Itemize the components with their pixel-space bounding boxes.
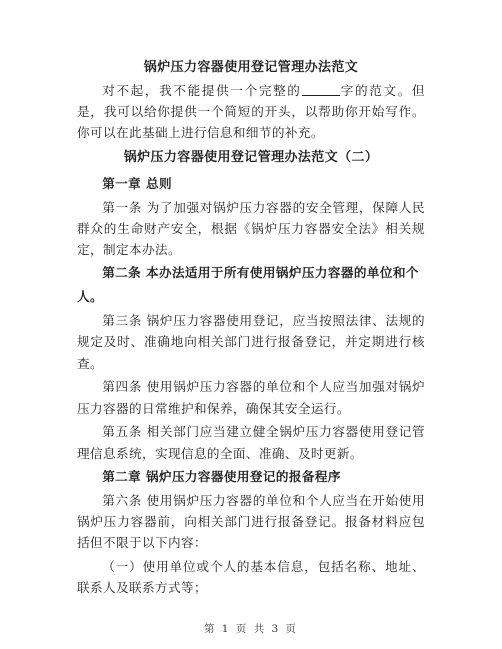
intro-paragraph [77, 80, 425, 144]
article-4: 第四条 使用锅炉压力容器的单位和个人应当加强对锅炉压力容器的日常维护和保养，确保其安全运行。 [77, 379, 425, 416]
chapter-heading-2: 第二章 锅炉压力容器使用登记的报备程序 [102, 468, 341, 484]
article-5: 第五条 相关部门应当建立健全锅炉压力容器使用登记管理信息系统，实现信息的全面、准确、及时更新。 [77, 424, 425, 461]
document-title: 锅炉压力容器使用登记管理办法范文 [143, 60, 359, 75]
document-body [77, 56, 425, 598]
blank-underline [302, 83, 340, 96]
list-item-1: （一）使用单位或个人的基本信息，包括名称、地址、联系人及联系方式等； [77, 559, 425, 596]
article-6: 第六条 使用锅炉压力容器的单位和个人应当在开始使用锅炉压力容器前，向相关部门进行报备登记。报备材料应包括但不限于以下内容： [77, 492, 425, 551]
document-subtitle: 锅炉压力容器使用登记管理办法范文（二） [123, 149, 379, 165]
intro-text-part2: 字的范文。但是，我可以给你提供一个简短的开头，以帮助你开始写作。你可以在此基础上进行信息和细节的补充。 [77, 83, 425, 141]
article-1: 第一条 为了加强对锅炉压力容器的安全管理，保障人民群众的生命财产安全，根据《锅炉压力容器安全法》相关规定，制定本办法。 [77, 199, 425, 258]
page-footer: 第 1 页 共 3 页 [203, 623, 299, 635]
article-3: 第三条 锅炉压力容器使用登记，应当按照法律、法规的规定及时、准确地向相关部门进行报备登记，并定期进行核查。 [77, 313, 425, 371]
chapter-heading-1: 第一章 总则 [102, 175, 172, 191]
intro-text-part1: 对不起，我不能提供一个完整的 [102, 83, 302, 98]
article-2-bold: 第二条 本办法适用于所有使用锅炉压力容器的单位和个人。 [77, 265, 419, 305]
